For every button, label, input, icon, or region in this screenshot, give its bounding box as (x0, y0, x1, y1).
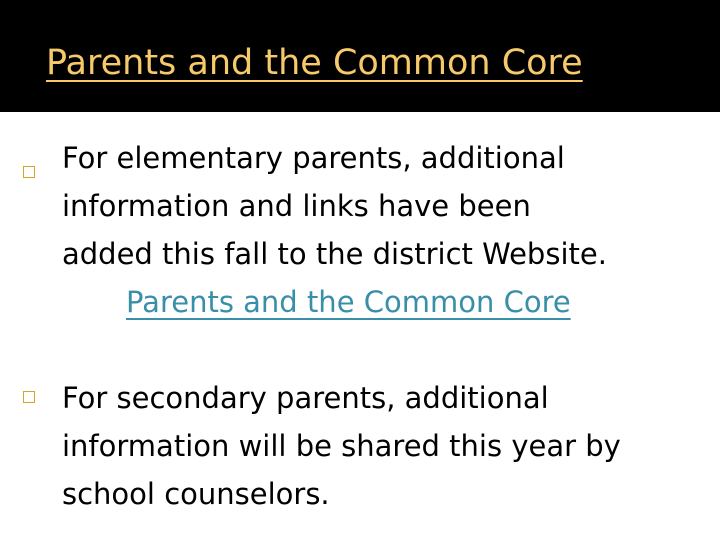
bullet-line: For secondary parents, additional (62, 381, 549, 415)
bullet-line: added this fall to the district Website. (62, 237, 607, 271)
bullet-secondary (62, 374, 712, 518)
common-core-link[interactable]: Parents and the Common Core (126, 285, 571, 319)
bullet-line: information and links have been (62, 189, 531, 223)
slide-title: Parents and the Common Core (46, 43, 583, 83)
bullet-elementary (62, 134, 712, 328)
title-bar (0, 0, 720, 112)
bullet-line: information will be shared this year by (62, 429, 621, 463)
bullet-marker-icon (23, 391, 35, 403)
link-line (62, 278, 712, 328)
bullet-line: For elementary parents, additional (62, 141, 565, 175)
bullet-line: school counselors. (62, 477, 330, 511)
bullet-marker-icon (23, 166, 35, 178)
